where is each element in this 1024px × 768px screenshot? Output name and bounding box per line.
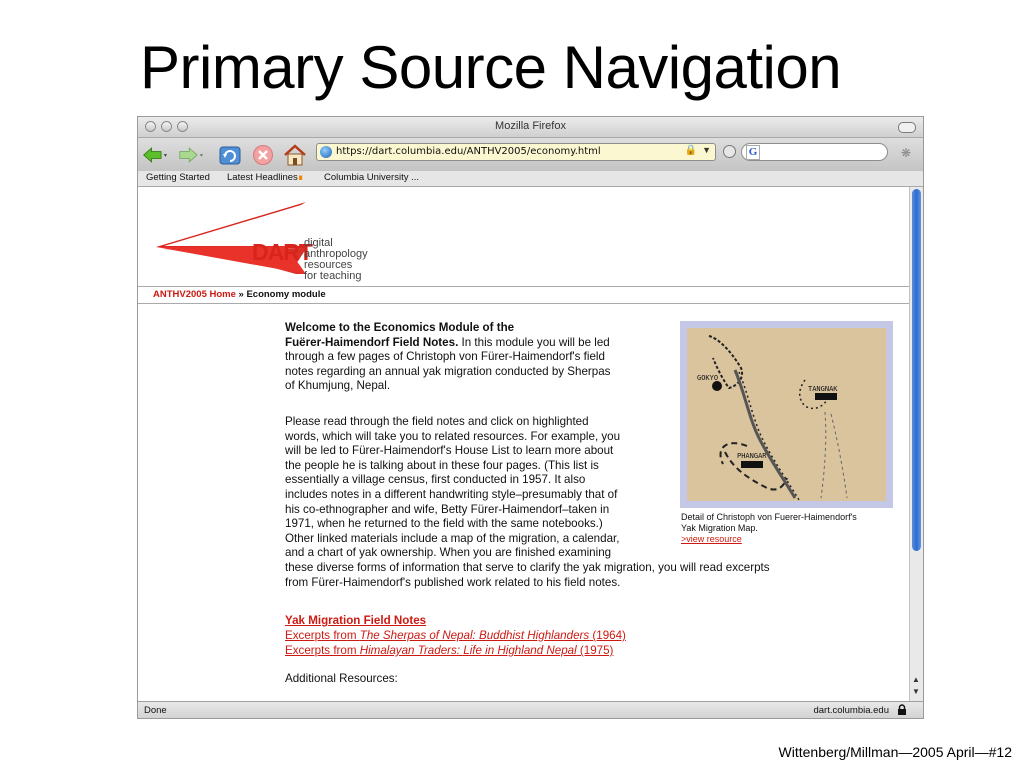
bookmark-label: Latest Headlines xyxy=(227,172,298,183)
map-label-tangnak: TANGNAK xyxy=(808,385,838,393)
map-label-gokyo: GOKYO xyxy=(697,374,719,382)
link-prefix: Excerpts from xyxy=(285,629,360,642)
link-title: The Sherpas of Nepal: Buddhist Highlanders xyxy=(359,629,590,642)
para-line: Please read through the field notes and click on highlighted xyxy=(285,415,589,428)
reload-icon xyxy=(218,144,242,166)
bookmark-columbia-university[interactable]: Columbia University ... xyxy=(324,172,420,183)
lock-icon[interactable]: 🔒 xyxy=(684,145,697,156)
dart-tagline xyxy=(304,238,368,282)
module-links xyxy=(285,613,626,685)
bookmarks-toolbar xyxy=(138,171,923,187)
intro-bold-line2: Fuërer-Haimendorf Field Notes. xyxy=(285,335,459,349)
tagline-line1: digital anthropology xyxy=(304,237,368,260)
bookmark-latest-headlines[interactable] xyxy=(227,172,304,183)
map-drawing xyxy=(687,328,886,501)
forward-button[interactable] xyxy=(178,142,204,167)
stop-icon xyxy=(252,144,274,166)
url-dropdown-icon[interactable]: ▼ xyxy=(702,145,711,155)
link-year: (1964) xyxy=(589,629,626,642)
url-text: https://dart.columbia.edu/ANTHV2005/economy.html xyxy=(336,146,601,157)
link-prefix: Excerpts from xyxy=(285,644,360,657)
home-icon xyxy=(283,144,307,166)
toolbar-toggle-button[interactable] xyxy=(898,122,916,133)
para-line: the people he is talking about in these four pages. (This list is xyxy=(285,458,599,472)
link-title: Himalayan Traders: Life in Highland Nepal xyxy=(359,644,577,657)
map-caption-line1: Detail of Christoph von Fuerer-Haimendorf's xyxy=(681,512,857,522)
intro-line3: through a few pages of Christoph von Fürer-Haimendorf's field xyxy=(285,350,605,364)
reload-button[interactable] xyxy=(217,142,243,167)
yak-migration-map-image xyxy=(687,328,886,501)
home-button[interactable] xyxy=(282,142,308,167)
intro-line4: notes regarding an annual yak migration conducted by Sherpas xyxy=(285,364,611,378)
status-domain: dart.columbia.edu xyxy=(813,705,889,716)
map-caption xyxy=(681,512,896,545)
breadcrumb-separator: » xyxy=(235,289,247,300)
back-arrow-icon xyxy=(142,145,168,165)
bookmark-getting-started[interactable]: Getting Started xyxy=(146,172,210,183)
status-bar xyxy=(138,701,923,719)
throbber-icon: ❋ xyxy=(901,146,912,160)
para-line: Other linked materials include a map of the migration, a calendar, xyxy=(285,531,620,545)
google-search-engine-icon[interactable]: G xyxy=(746,145,760,160)
map-caption-line2: Yak Migration Map. xyxy=(681,523,758,533)
para-line: these diverse forms of information that serve to clarify the yak migration, you will read excerpts xyxy=(285,560,770,574)
window-title: Mozilla Firefox xyxy=(495,120,566,132)
view-resource-link[interactable]: >view resource xyxy=(681,534,742,544)
map-thumbnail[interactable] xyxy=(680,321,893,508)
forward-arrow-icon xyxy=(178,145,204,165)
browser-window xyxy=(137,116,924,719)
tagline-line2: resources for teaching xyxy=(304,259,362,282)
slide-footer: Wittenberg/Millman—2005 April—#12 xyxy=(778,744,1012,760)
para-line: essentially a village census, first conducted in 1957. It also xyxy=(285,473,586,487)
para-line: from Fürer-Haimendorf's published work related to his field notes. xyxy=(285,575,621,589)
site-globe-icon xyxy=(320,146,332,158)
para-line: words, which will take you to related resources. For example, you xyxy=(285,429,621,443)
para-line: 1971, when he returned to the field with the same notebooks.) xyxy=(285,517,603,531)
lock-icon[interactable] xyxy=(897,704,907,715)
sherpas-excerpt-link[interactable] xyxy=(285,628,626,643)
stop-button[interactable] xyxy=(250,142,276,167)
scroll-up-arrow-icon[interactable]: ▲ xyxy=(912,675,920,684)
para-line: includes notes in a different handwriting style–presumably that of xyxy=(285,487,618,501)
breadcrumb xyxy=(138,286,909,304)
search-input[interactable] xyxy=(741,143,888,161)
dart-logo-word: DART xyxy=(252,239,312,265)
status-text: Done xyxy=(144,705,167,716)
breadcrumb-home-link[interactable]: ANTHV2005 Home xyxy=(153,289,236,300)
additional-resources-heading: Additional Resources: xyxy=(285,672,398,685)
scrollbar-thumb[interactable] xyxy=(912,189,921,551)
intro-line5: of Khumjung, Nepal. xyxy=(285,379,391,393)
para-line: his co-ethnographer and wife, Betty Fürer-Haimendorf–taken in xyxy=(285,502,610,516)
map-label-phangar: PHANGAR xyxy=(737,452,767,460)
intro-paragraph xyxy=(285,321,685,394)
url-bar[interactable] xyxy=(316,143,716,161)
intro-line2-rest: In this module you will be led xyxy=(458,335,610,349)
navigation-toolbar xyxy=(138,138,923,171)
himalayan-traders-excerpt-link[interactable] xyxy=(285,643,626,658)
rss-icon: ∎ xyxy=(297,172,304,182)
page-content xyxy=(138,187,909,701)
scroll-down-arrow-icon[interactable]: ▼ xyxy=(912,687,920,696)
go-button[interactable] xyxy=(723,145,736,158)
intro-bold-line1: Welcome to the Economics Module of the xyxy=(285,321,515,334)
back-button[interactable] xyxy=(142,142,168,167)
para-line: will be led to Fürer-Haimendorf's House List to learn more about xyxy=(285,444,614,458)
slide-title: Primary Source Navigation xyxy=(140,34,842,101)
link-year: (1975) xyxy=(576,644,614,657)
window-titlebar xyxy=(138,117,923,138)
para-line: and a chart of yak ownership. When you are finished examining xyxy=(285,546,612,560)
yak-field-notes-link[interactable]: Yak Migration Field Notes xyxy=(285,614,427,627)
breadcrumb-current: Economy module xyxy=(246,289,326,300)
vertical-scrollbar[interactable] xyxy=(909,187,923,701)
